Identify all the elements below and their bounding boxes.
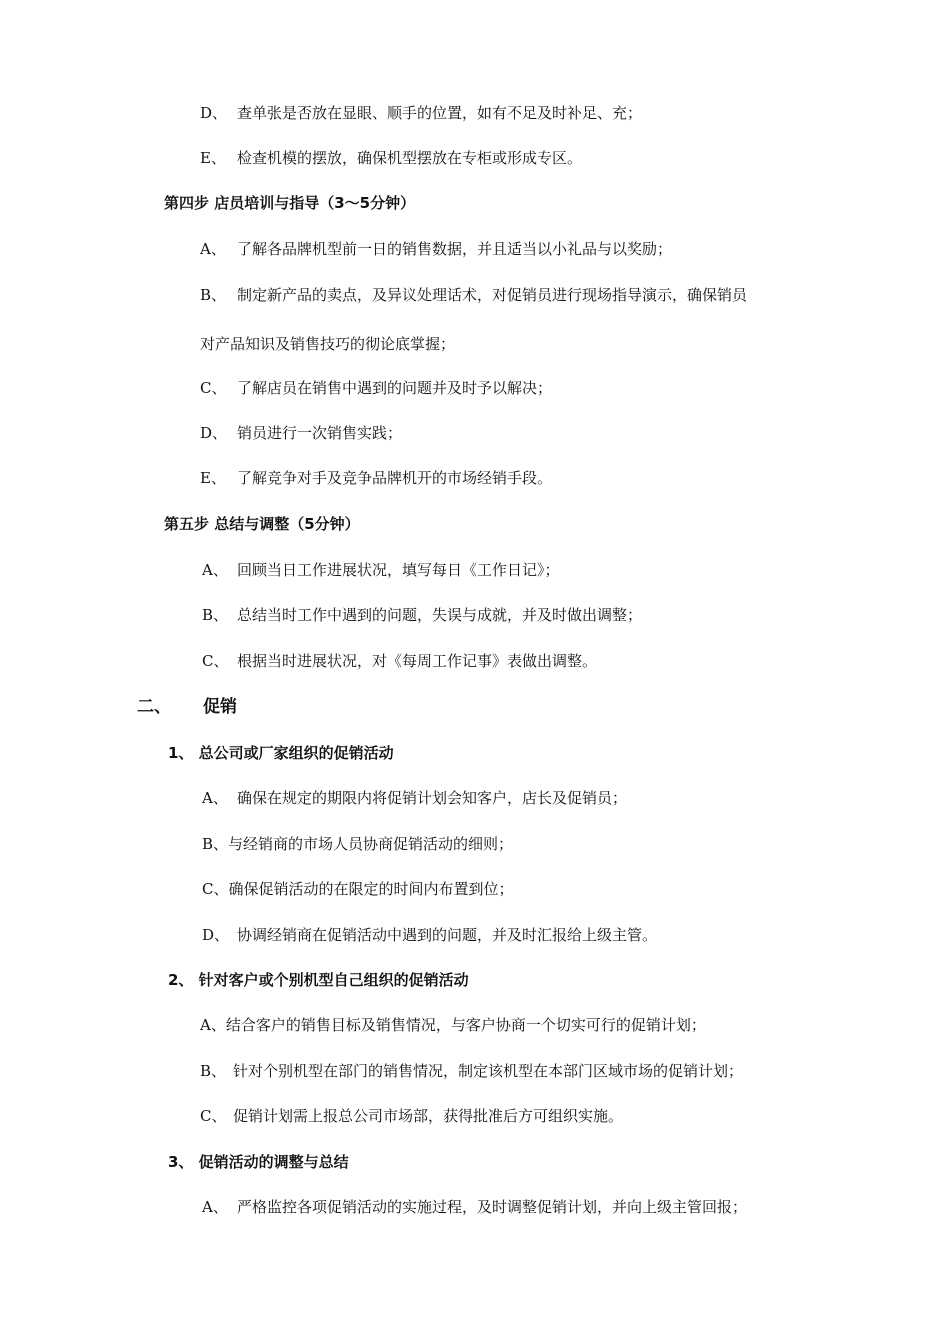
list-item xyxy=(202,605,642,625)
item-label: A、 xyxy=(202,1198,228,1216)
item-text: 根据当时进展状况，对《每周工作记事》表做出调整。 xyxy=(237,652,598,670)
item-label: C、 xyxy=(200,1107,227,1125)
item-label: D、 xyxy=(200,424,228,442)
section-number: 二、 xyxy=(137,697,171,717)
continuation-line: 对产品知识及销售技巧的彻论底掌握； xyxy=(200,335,456,353)
list-item: C、确保促销活动的在限定的时间内布置到位； xyxy=(202,880,514,898)
list-item xyxy=(202,788,627,808)
list-item xyxy=(200,239,672,259)
item-label: E、 xyxy=(200,149,226,167)
item-label: D、 xyxy=(202,926,230,944)
subsection-heading: 1、 总公司或厂家组织的促销活动 xyxy=(168,744,394,762)
item-label: D、 xyxy=(200,104,228,122)
item-text: 查单张是否放在显眼、顺手的位置，如有不足及时补足、充； xyxy=(237,104,643,122)
list-item xyxy=(200,148,582,168)
list-item xyxy=(200,103,642,123)
list-item: B、与经销商的市场人员协商促销活动的细则； xyxy=(202,835,514,853)
step-heading: 第五步 总结与调整（5分钟） xyxy=(164,515,360,533)
list-item xyxy=(200,285,747,305)
item-label: A、 xyxy=(200,240,226,258)
item-text: 了解竞争对手及竞争品牌机开的市场经销手段。 xyxy=(237,469,553,487)
step-heading: 第四步 店员培训与指导（3～5分钟） xyxy=(164,194,416,212)
item-text: 总结当时工作中遇到的问题，失误与成就，并及时做出调整； xyxy=(237,606,643,624)
list-item: A、结合客户的销售目标及销售情况，与客户协商一个切实可行的促销计划； xyxy=(200,1016,706,1034)
item-text: 销员进行一次销售实践； xyxy=(237,424,403,442)
item-label: A、 xyxy=(202,561,228,579)
section-title: 促销 xyxy=(203,697,237,717)
item-text: 严格监控各项促销活动的实施过程，及时调整促销计划，并向上级主管回报； xyxy=(237,1198,748,1216)
list-item xyxy=(200,378,552,398)
item-label: B、 xyxy=(202,606,229,624)
list-item xyxy=(200,468,552,488)
list-item xyxy=(200,1061,743,1081)
item-label: B、 xyxy=(200,286,227,304)
subsection-heading: 3、 促销活动的调整与总结 xyxy=(168,1153,349,1171)
item-text: 确保在规定的期限内将促销计划会知客户，店长及促销员； xyxy=(237,789,628,807)
list-item xyxy=(200,423,402,443)
item-text: 促销计划需上报总公司市场部，获得批准后方可组织实施。 xyxy=(233,1107,624,1125)
item-text: 针对个别机型在部门的销售情况，制定该机型在本部门区域市场的促销计划； xyxy=(233,1062,744,1080)
item-text: 检查机模的摆放，确保机型摆放在专柜或形成专区。 xyxy=(237,149,583,167)
list-item xyxy=(202,651,597,671)
section-heading xyxy=(137,696,237,718)
item-text: 回顾当日工作进展状况，填写每日《工作日记》； xyxy=(237,561,560,579)
list-item xyxy=(202,1197,747,1217)
item-text: 制定新产品的卖点，及异议处理话术，对促销员进行现场指导演示，确保销员 xyxy=(237,286,748,304)
list-item xyxy=(202,925,657,945)
list-item xyxy=(200,1106,623,1126)
list-item xyxy=(202,560,560,580)
item-text: 协调经销商在促销活动中遇到的问题，并及时汇报给上级主管。 xyxy=(237,926,658,944)
item-label: E、 xyxy=(200,469,226,487)
item-label: B、 xyxy=(200,1062,227,1080)
item-text: 了解各品牌机型前一日的销售数据，并且适当以小礼品与以奖励； xyxy=(237,240,673,258)
item-label: A、 xyxy=(202,789,228,807)
item-label: C、 xyxy=(202,652,229,670)
item-label: C、 xyxy=(200,379,227,397)
subsection-heading: 2、 针对客户或个别机型自己组织的促销活动 xyxy=(168,971,469,989)
item-text: 了解店员在销售中遇到的问题并及时予以解决； xyxy=(237,379,553,397)
